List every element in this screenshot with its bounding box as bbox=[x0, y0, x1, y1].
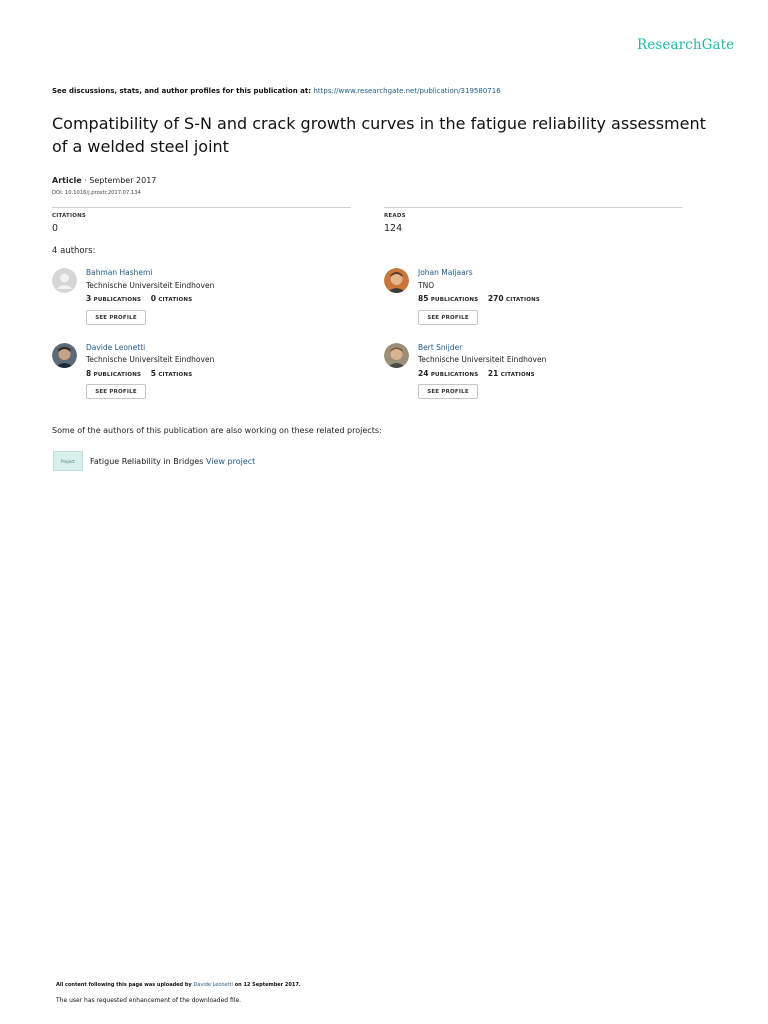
publication-title: Compatibility of S-N and crack growth curves in the fatigue reliability assessment of a welded steel joint bbox=[52, 114, 706, 156]
citations-label: CITATIONS bbox=[505, 297, 541, 303]
publication-link[interactable]: https://www.researchgate.net/publication/319580716 bbox=[313, 87, 501, 95]
author-name[interactable]: Johan Maljaars bbox=[418, 268, 473, 277]
author-name[interactable]: Davide Leonetti bbox=[86, 343, 146, 352]
author-stats bbox=[86, 294, 192, 303]
avatar-photo[interactable] bbox=[52, 343, 77, 368]
publications-count: 3 bbox=[86, 294, 92, 303]
citations-label: CITATIONS bbox=[158, 297, 193, 303]
citations-count: 5 bbox=[150, 369, 156, 378]
view-project-link[interactable]: View project bbox=[206, 457, 256, 466]
citations-label: CITATIONS bbox=[52, 213, 87, 219]
discussion-text: See discussions, stats, and author profiles for this publication at: bbox=[52, 87, 312, 95]
publications-count: 8 bbox=[86, 369, 92, 378]
avatar-photo[interactable] bbox=[384, 268, 409, 293]
author-institution: Technische Universiteit Eindhoven bbox=[418, 355, 547, 364]
publications-label: PUBLICATIONS bbox=[93, 297, 142, 303]
citations-count: 0 bbox=[150, 294, 156, 303]
citations-count: 270 bbox=[487, 294, 504, 303]
upload-suffix: on 12 September 2017. bbox=[234, 982, 301, 988]
publications-label: PUBLICATIONS bbox=[93, 372, 142, 378]
reads-label: READS bbox=[384, 213, 406, 219]
enhancement-note: The user has requested enhancement of the downloaded file. bbox=[56, 997, 242, 1004]
avatar-photo[interactable] bbox=[384, 343, 409, 368]
citations-label: CITATIONS bbox=[500, 372, 535, 378]
author-institution: TNO bbox=[418, 281, 435, 290]
author-institution: Technische Universiteit Eindhoven bbox=[86, 281, 215, 290]
avatar-placeholder-icon[interactable] bbox=[52, 268, 77, 293]
discussion-line bbox=[52, 87, 501, 95]
publication-date: · September 2017 bbox=[84, 176, 157, 185]
project-line bbox=[90, 457, 255, 466]
author-name[interactable]: Bahman Hashemi bbox=[86, 268, 153, 277]
related-projects-header: Some of the authors of this publication are also working on these related projects: bbox=[52, 426, 382, 435]
author-institution: Technische Universiteit Eindhoven bbox=[86, 355, 215, 364]
authors-header: 4 authors: bbox=[52, 246, 96, 256]
citations-label: CITATIONS bbox=[158, 372, 193, 378]
citations-count: 0 bbox=[52, 223, 59, 234]
divider bbox=[52, 207, 351, 208]
reads-count: 124 bbox=[384, 223, 403, 234]
researchgate-logo[interactable]: ResearchGate bbox=[637, 37, 735, 53]
divider bbox=[384, 207, 683, 208]
see-profile-button[interactable]: SEE PROFILE bbox=[86, 310, 146, 325]
project-icon bbox=[53, 451, 83, 471]
publications-label: PUBLICATIONS bbox=[430, 372, 479, 378]
publications-count: 24 bbox=[418, 369, 429, 378]
publication-meta bbox=[52, 176, 156, 185]
author-stats bbox=[418, 294, 540, 303]
author-name[interactable]: Bert Snijder bbox=[418, 343, 463, 352]
project-icon-label: Project bbox=[61, 459, 75, 464]
upload-note bbox=[56, 982, 301, 988]
author-stats bbox=[418, 369, 535, 378]
citations-count: 21 bbox=[487, 369, 499, 378]
doi: DOI: 10.1016/j.prostr.2017.07.134 bbox=[52, 190, 141, 196]
uploader-link[interactable]: Davide Leonetti bbox=[193, 982, 233, 988]
publications-label: PUBLICATIONS bbox=[430, 297, 479, 303]
see-profile-button[interactable]: SEE PROFILE bbox=[86, 384, 146, 399]
upload-prefix: All content following this page was uploaded by bbox=[56, 982, 192, 988]
author-stats bbox=[86, 369, 192, 378]
project-title: Fatigue Reliability in Bridges bbox=[90, 457, 204, 466]
see-profile-button[interactable]: SEE PROFILE bbox=[418, 384, 478, 399]
publications-count: 85 bbox=[418, 294, 429, 303]
see-profile-button[interactable]: SEE PROFILE bbox=[418, 310, 478, 325]
publication-type: Article bbox=[52, 176, 82, 185]
